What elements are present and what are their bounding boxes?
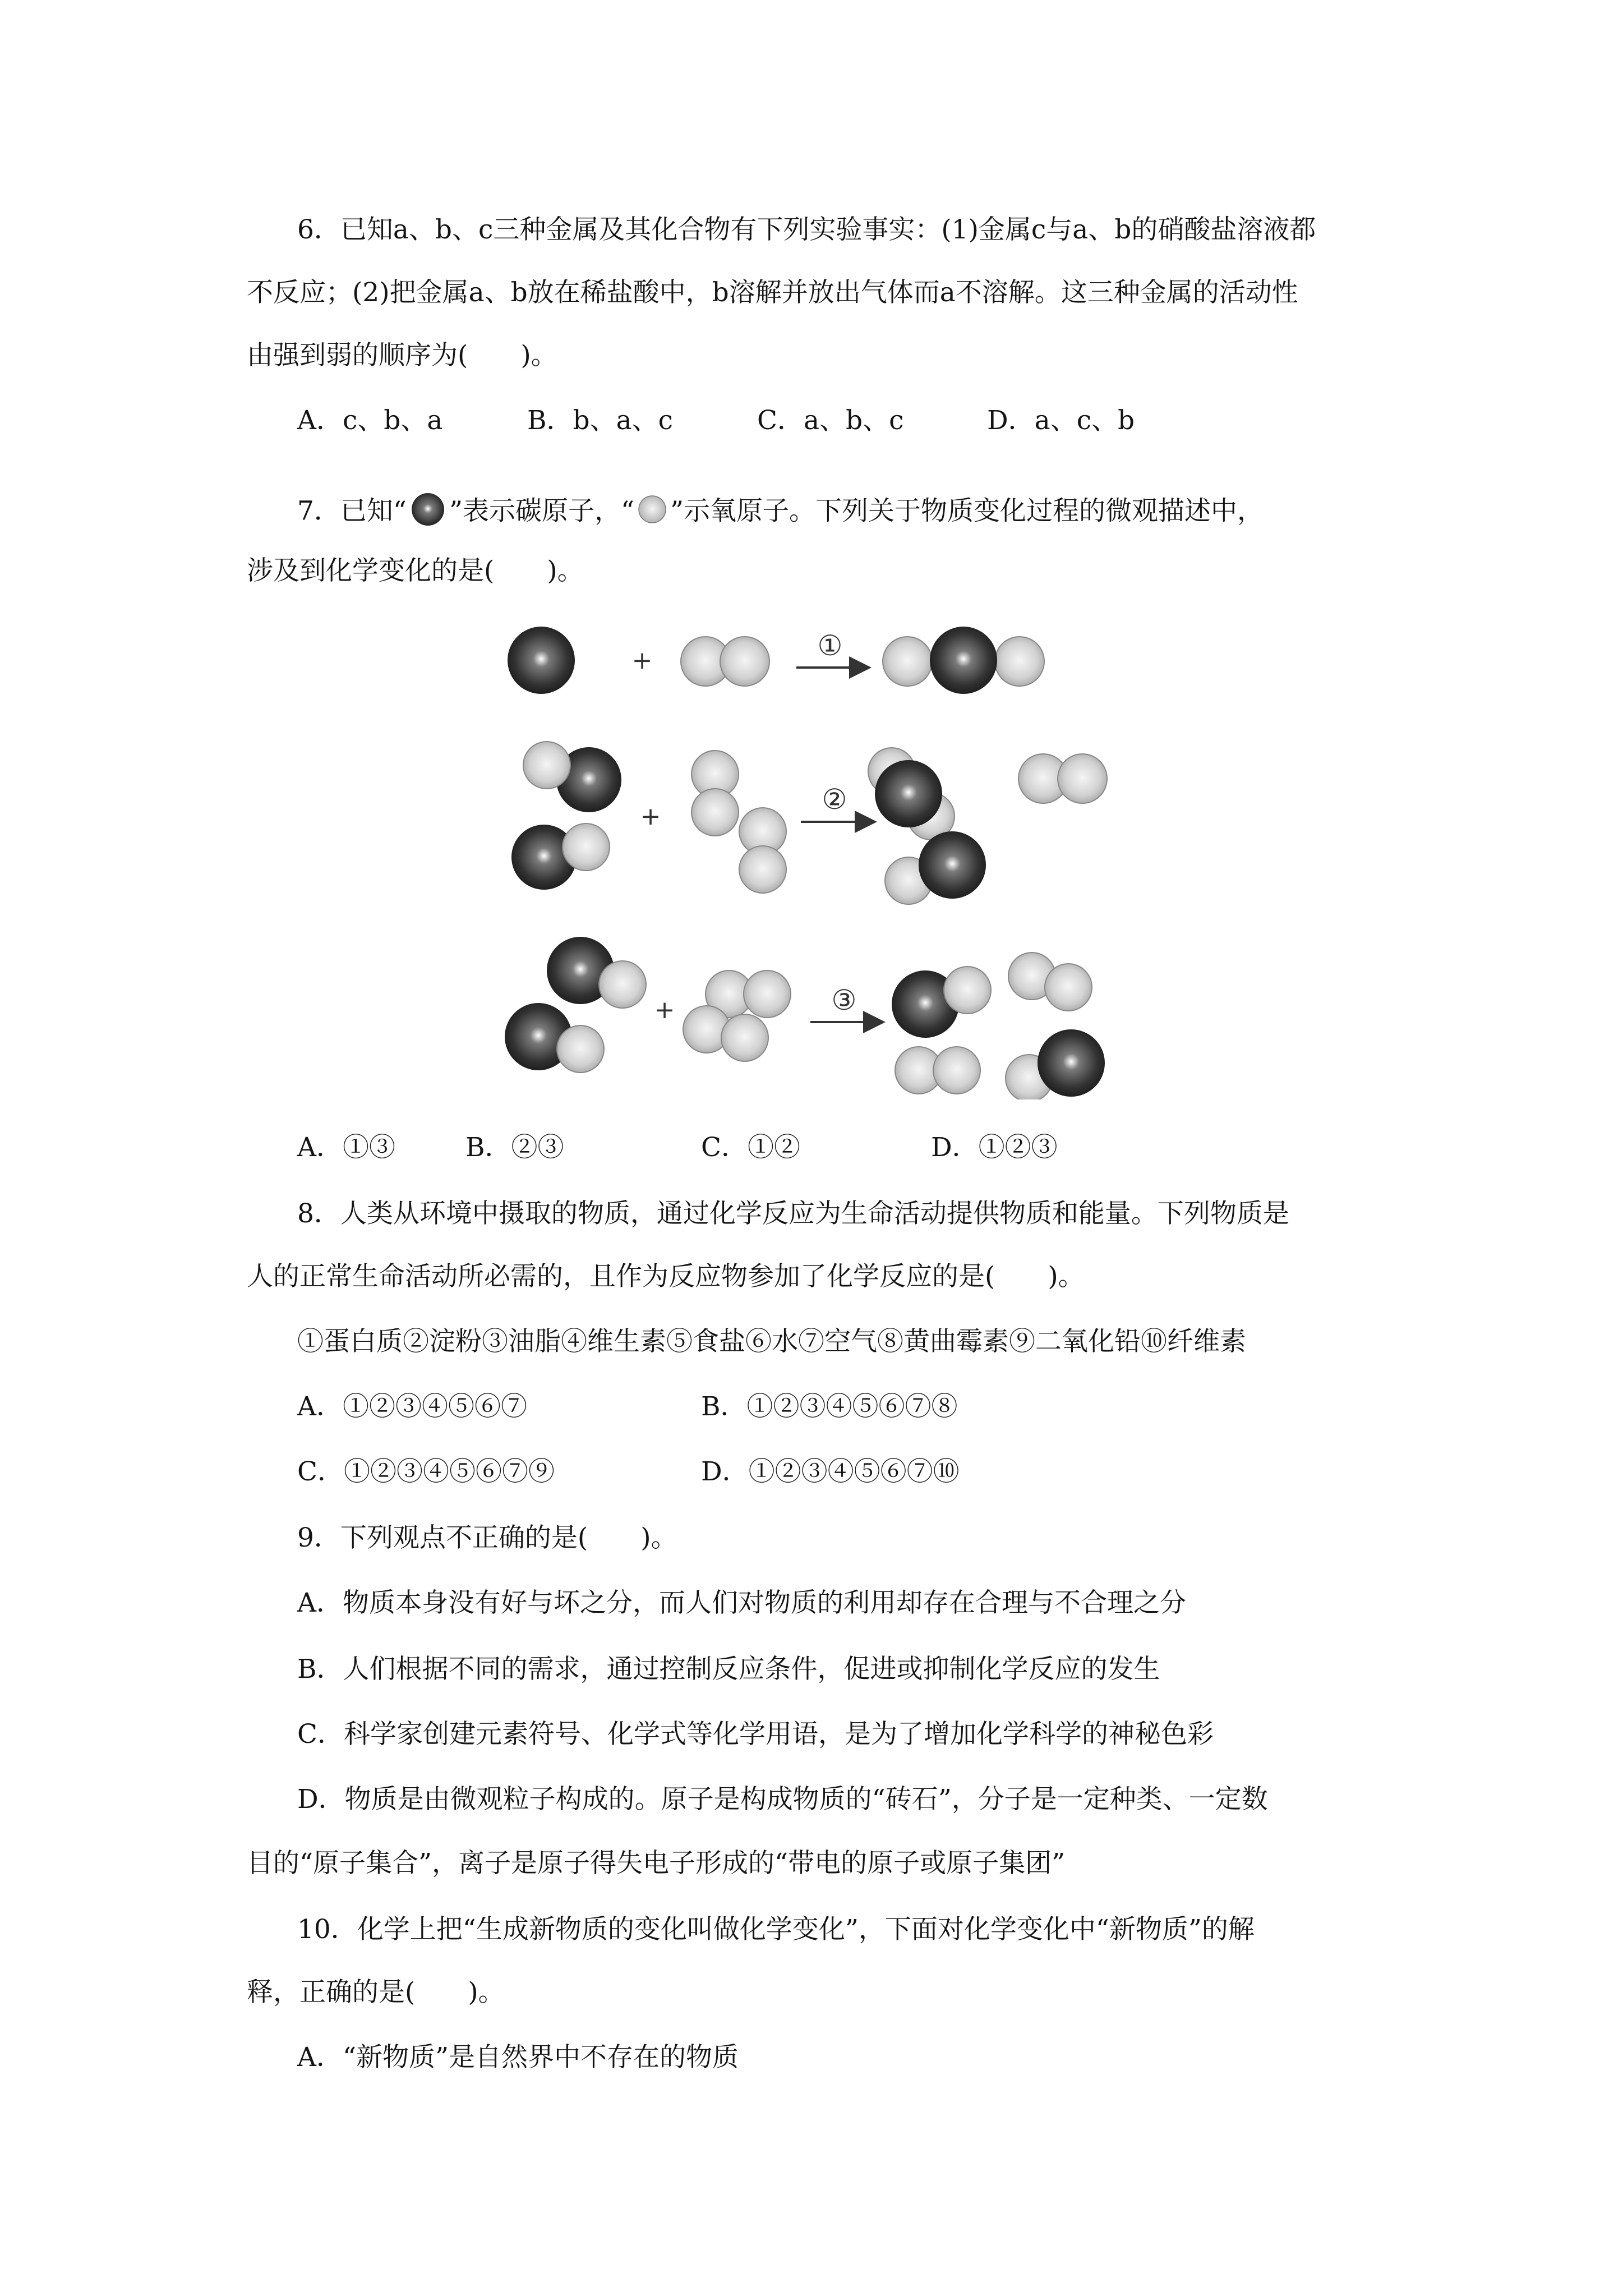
oxygen-atom bbox=[691, 789, 739, 836]
q10-option-a: A．“新物质”是自然界中不存在的物质 bbox=[297, 2042, 739, 2073]
q7-stem-part-3: ”示氧原子。下列关于物质变化过程的微观描述中， bbox=[670, 495, 1264, 527]
q6-option-a: A．c、b、a bbox=[297, 405, 443, 436]
q9-stem: 9．下列观点不正确的是( )。 bbox=[297, 1522, 677, 1553]
reaction-1 bbox=[508, 627, 1044, 694]
q8-option-d: D．①②③④⑤⑥⑦⑩ bbox=[701, 1456, 960, 1487]
q7-stem-line-2: 涉及到化学变化的是( )。 bbox=[247, 555, 584, 586]
q6-stem-line-3: 由强到弱的顺序为( )。 bbox=[247, 340, 557, 371]
q6-option-b: B．b、a、c bbox=[527, 405, 673, 436]
q9-option-a: A．物质本身没有好与坏之分，而人们对物质的利用却存在合理与不合理之分 bbox=[297, 1588, 1186, 1618]
q6-option-d: D．a、c、b bbox=[987, 405, 1135, 436]
oxygen-atom bbox=[739, 846, 786, 893]
reaction-diagram bbox=[482, 617, 1133, 1099]
oxygen-atom bbox=[523, 742, 570, 789]
q7-option-b: B．②③ bbox=[465, 1132, 564, 1163]
reaction-2 bbox=[511, 742, 1107, 904]
reaction-3 bbox=[505, 937, 1105, 1099]
q8-stem-line-1: 8．人类从环境中摄取的物质，通过化学反应为生命活动提供物质和能量。下列物质是 bbox=[297, 1198, 1289, 1229]
arrow-label-2: ② bbox=[822, 783, 847, 816]
q8-substance-list: ①蛋白质②淀粉③油脂④维生素⑤食盐⑥水⑦空气⑧黄曲霉素⑨二氧化铅⑩纤维素 bbox=[297, 1326, 1246, 1357]
q6-option-c: C．a、b、c bbox=[757, 405, 904, 436]
q7-stem-line-1 bbox=[297, 491, 1264, 535]
oxygen-atom bbox=[562, 823, 610, 871]
carbon-atom bbox=[930, 627, 997, 694]
oxygen-atom bbox=[720, 637, 769, 686]
arrow-label-1: ① bbox=[817, 629, 843, 662]
arrow-label-3: ③ bbox=[831, 984, 857, 1016]
oxygen-atom-legend-icon bbox=[634, 491, 670, 535]
oxygen-atom bbox=[944, 967, 991, 1014]
q7-stem-part-1: 7．已知“ bbox=[297, 495, 407, 527]
q7-option-d: D．①②③ bbox=[931, 1132, 1058, 1163]
q6-stem-line-2: 不反应；(2)把金属a、b放在稀盐酸中，b溶解并放出气体而a不溶解。这三种金属的活动性 bbox=[247, 277, 1298, 308]
q9-option-c: C．科学家创建元素符号、化学式等化学用语，是为了增加化学科学的神秘色彩 bbox=[297, 1719, 1214, 1750]
q8-stem-line-2: 人的正常生命活动所必需的，且作为反应物参加了化学反应的是( )。 bbox=[247, 1261, 1085, 1292]
oxygen-atom bbox=[933, 1047, 980, 1094]
oxygen-atom bbox=[1045, 964, 1092, 1011]
q10-stem-line-2: 释，正确的是( )。 bbox=[247, 1977, 505, 2008]
plus-sign: + bbox=[640, 802, 661, 831]
q9-option-d-line-2: 目的“原子集合”，离子是原子得失电子形成的“带电的原子或原子集团” bbox=[247, 1848, 1066, 1879]
q7-option-a: A．①③ bbox=[297, 1132, 395, 1163]
oxygen-atom bbox=[721, 1014, 768, 1061]
carbon-atom-legend-icon bbox=[407, 491, 449, 535]
oxygen-atom bbox=[883, 637, 932, 686]
carbon-atom bbox=[508, 627, 575, 694]
plus-sign: + bbox=[631, 646, 653, 675]
oxygen-atom bbox=[995, 637, 1044, 686]
q7-option-c: C．①② bbox=[701, 1132, 800, 1163]
q8-option-a: A．①②③④⑤⑥⑦ bbox=[297, 1391, 527, 1422]
q9-option-d-line-1: D．物质是由微观粒子构成的。原子是构成物质的“砖石”，分子是一定种类、一定数 bbox=[297, 1784, 1268, 1815]
q10-stem-line-1: 10．化学上把“生成新物质的变化叫做化学变化”，下面对化学变化中“新物质”的解 bbox=[297, 1914, 1255, 1945]
oxygen-atom bbox=[599, 961, 646, 1008]
oxygen-atom bbox=[744, 970, 791, 1018]
q8-option-c: C．①②③④⑤⑥⑦⑨ bbox=[297, 1456, 555, 1487]
plus-sign: + bbox=[654, 996, 675, 1024]
carbon-atom bbox=[1038, 1029, 1105, 1097]
carbon-atom bbox=[919, 831, 986, 899]
q9-option-b: B．人们根据不同的需求，通过控制反应条件，促进或抑制化学反应的发生 bbox=[297, 1654, 1160, 1685]
oxygen-atom bbox=[1058, 754, 1107, 803]
q8-option-b: B．①②③④⑤⑥⑦⑧ bbox=[701, 1391, 958, 1422]
oxygen-atom bbox=[557, 1025, 604, 1073]
carbon-atom bbox=[875, 760, 942, 827]
q6-stem-line-1: 6．已知a、b、c三种金属及其化合物有下列实验事实：(1)金属c与a、b的硝酸盐溶液都 bbox=[297, 214, 1316, 245]
q7-stem-part-2: ”表示碳原子，“ bbox=[449, 495, 634, 527]
